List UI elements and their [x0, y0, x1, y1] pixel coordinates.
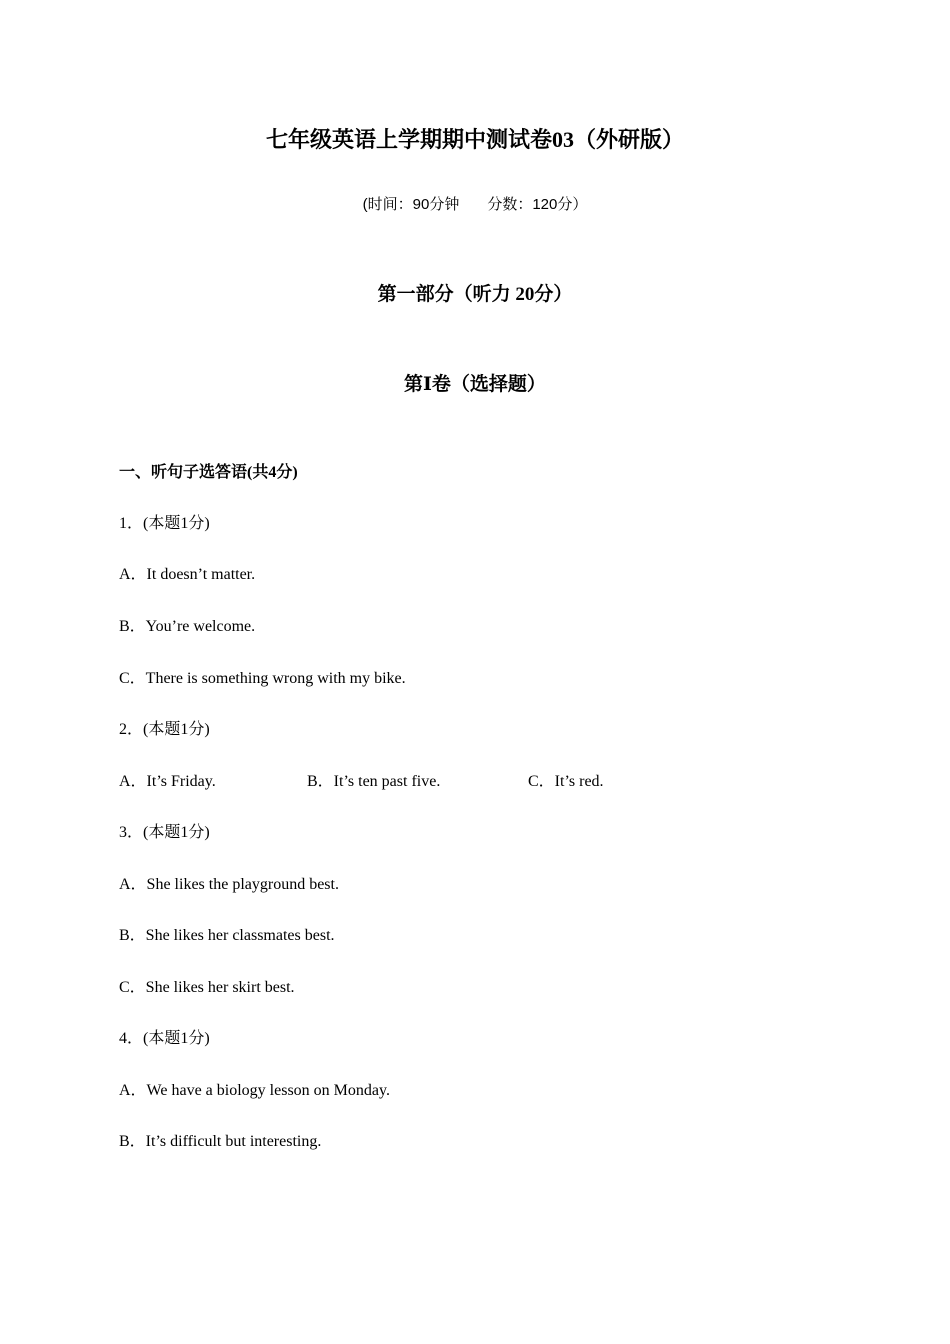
answer-option: C．She likes her skirt best. — [119, 979, 295, 996]
question-stem: 3．(本题1分) — [119, 824, 210, 841]
question-stem: 4．(本题1分) — [119, 1030, 210, 1047]
time-limit: (时间：90分钟 — [362, 196, 460, 213]
answer-option: A．It’s Friday. — [119, 773, 216, 790]
page-title: 七年级英语上学期期中测试卷03（外研版） — [265, 127, 684, 152]
answer-option: B．You’re welcome. — [119, 618, 256, 635]
answer-option: A．We have a biology lesson on Monday. — [119, 1082, 390, 1099]
answer-option: C．There is something wrong with my bike. — [119, 670, 406, 687]
question-stem: 2．(本题1分) — [119, 721, 210, 738]
question-stem: 1．(本题1分) — [119, 515, 210, 532]
part-heading: 第一部分（听力 20分） — [377, 284, 573, 305]
answer-option: A．It doesn’t matter. — [119, 566, 256, 583]
answer-option: B．It’s difficult but interesting. — [119, 1133, 322, 1150]
answer-option: A．She likes the playground best. — [119, 876, 339, 893]
answer-option: C．It’s red. — [528, 773, 604, 790]
section-heading: 一、听句子选答语(共4分) — [119, 464, 298, 481]
total-score: 分数：120分） — [487, 196, 588, 213]
volume-heading: 第Ⅰ卷（选择题） — [404, 374, 546, 395]
answer-option: B．It’s ten past five. — [307, 773, 441, 790]
answer-option: B．She likes her classmates best. — [119, 927, 335, 944]
exam-meta — [0, 197, 950, 212]
